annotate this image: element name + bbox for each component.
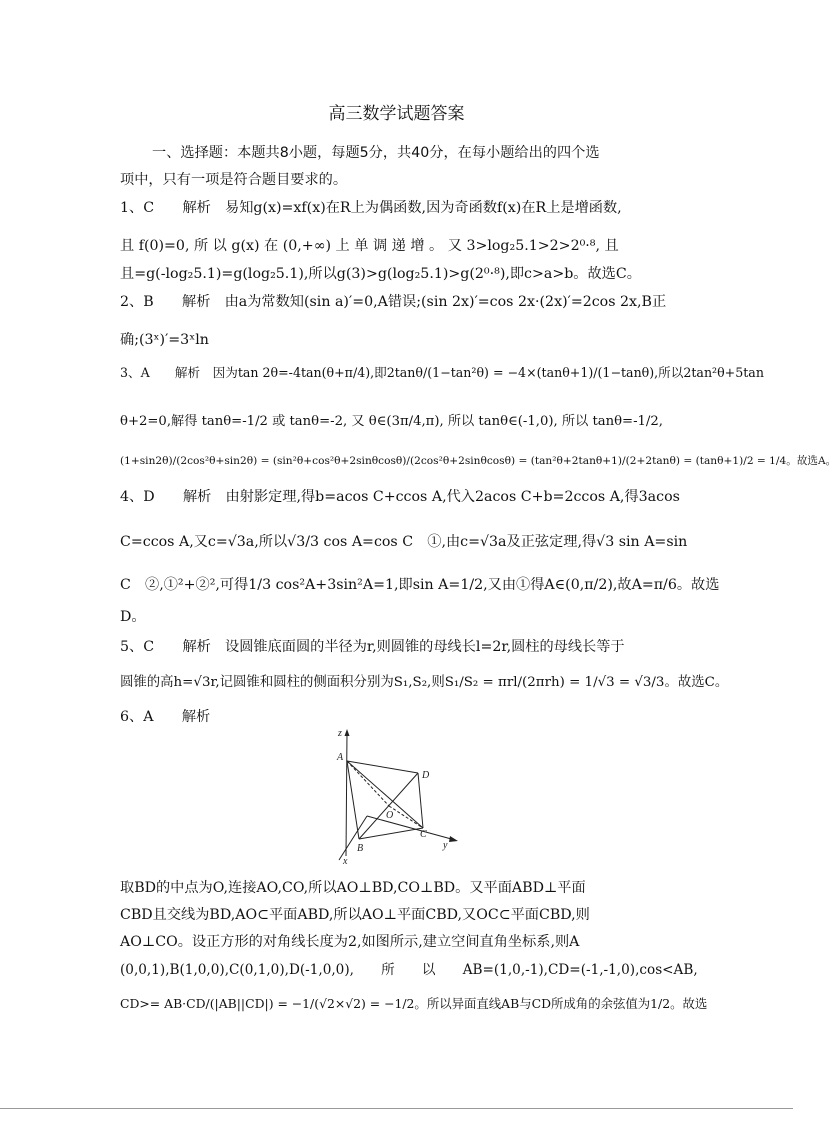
q4-line2: C=ccos A,又c=√3a,所以√3/3 cos A=cos C ①,由c=√3a及正弦定理,得√3 sin A=sin	[120, 534, 688, 550]
label-C: C	[420, 829, 427, 840]
section-heading-line2: 项中，只有一项是符合题目要求的。	[120, 172, 348, 188]
label-y: y	[443, 840, 448, 851]
q6-line6: CD>= AB·CD/(|AB||CD|) = −1/(√2×√2) = −1/2。所以异面直线AB与CD所成角的余弦值为1/2。故选	[120, 996, 708, 1011]
q4-line3: C ②,①²+②²,可得1/3 cos²A+3sin²A=1,即sin A=1/2,又由①得A∈(0,π/2),故A=π/6。故选	[120, 577, 720, 593]
q5-line2: 圆锥的高h=√3r,记圆锥和圆柱的侧面积分别为S₁,S₂,则S₁/S₂ = πrl/(2πrh) = 1/√3 = √3/3。故选C。	[120, 675, 729, 690]
y-axis	[367, 816, 455, 840]
q1-line3: 且=g(-log₂5.1)=g(log₂5.1),所以g(3)>g(log₂5.1)>g(2⁰·⁸),即c>a>b。故选C。	[120, 266, 641, 282]
q4-line4: D。	[120, 609, 146, 625]
q6-line4: AO⊥CO。设正方形的对角线长度为2,如图所示,建立空间直角坐标系,则A	[120, 934, 580, 950]
label-B: B	[357, 843, 364, 854]
q2-line2: 确;(3ˣ)′=3ˣln	[120, 332, 209, 348]
tetrahedron-figure	[325, 726, 470, 866]
page-bottom-rule	[0, 1108, 793, 1109]
label-x: x	[343, 856, 348, 867]
q1-line1: 1、C 解析 易知g(x)=xf(x)在R上为偶函数,因为奇函数f(x)在R上是增函数,	[120, 200, 622, 216]
q2-line1: 2、B 解析 由a为常数知(sin a)′=0,A错误;(sin 2x)′=cos 2x·(2x)′=2cos 2x,B正	[120, 294, 667, 310]
q6-line5: (0,0,1),B(1,0,0),C(0,1,0),D(-1,0,0), 所 以 AB=(1,0,-1),CD=(-1,-1,0),cos<AB,	[120, 962, 698, 978]
z-axis	[346, 732, 347, 856]
label-O: O	[386, 810, 394, 821]
q4-line1: 4、D 解析 由射影定理,得b=acos C+ccos A,代入2acos C+b=2ccos A,得3acos	[120, 489, 680, 505]
q6-line3: CBD且交线为BD,AO⊂平面ABD,所以AO⊥平面CBD,又OC⊂平面CBD,则	[120, 907, 590, 923]
q1-line2: 且 f(0)=0, 所 以 g(x) 在 (0,+∞) 上 单 调 递 增 。 又 3>log₂5.1>2>2⁰·⁸, 且	[120, 238, 619, 254]
q5-line1: 5、C 解析 设圆锥底面圆的半径为r,则圆锥的母线长l=2r,圆柱的母线长等于	[120, 639, 625, 655]
label-D: D	[422, 770, 430, 781]
q3-line3: (1+sin2θ)/(2cos²θ+sin2θ) = (sin²θ+cos²θ+2sinθcosθ)/(2cos²θ+2sinθcosθ) = (tan²θ+2tanθ+1)/(2+2tanθ) = (tanθ+1)/2 = 1/4。故选A。	[120, 455, 836, 467]
section-heading-line1: 一、选择题：本题共8小题，每题5分，共40分，在每小题给出的四个选	[152, 145, 600, 161]
label-z: z	[338, 728, 342, 739]
q3-line1: 3、A 解析 因为tan 2θ=-4tan(θ+π/4),即2tanθ/(1−tan²θ) = −4×(tanθ+1)/(1−tanθ),所以2tan²θ+5tan	[120, 365, 764, 380]
q6-line1: 6、A 解析	[120, 709, 211, 725]
page-title: 高三数学试题答案	[328, 104, 465, 124]
q6-line2: 取BD的中点为O,连接AO,CO,所以AO⊥BD,CO⊥BD。又平面ABD⊥平面	[120, 880, 586, 896]
label-A: A	[337, 752, 344, 763]
q3-line2: θ+2=0,解得 tanθ=-1/2 或 tanθ=-2, 又 θ∈(3π/4,π), 所以 tanθ∈(-1,0), 所以 tanθ=-1/2,	[120, 414, 663, 429]
